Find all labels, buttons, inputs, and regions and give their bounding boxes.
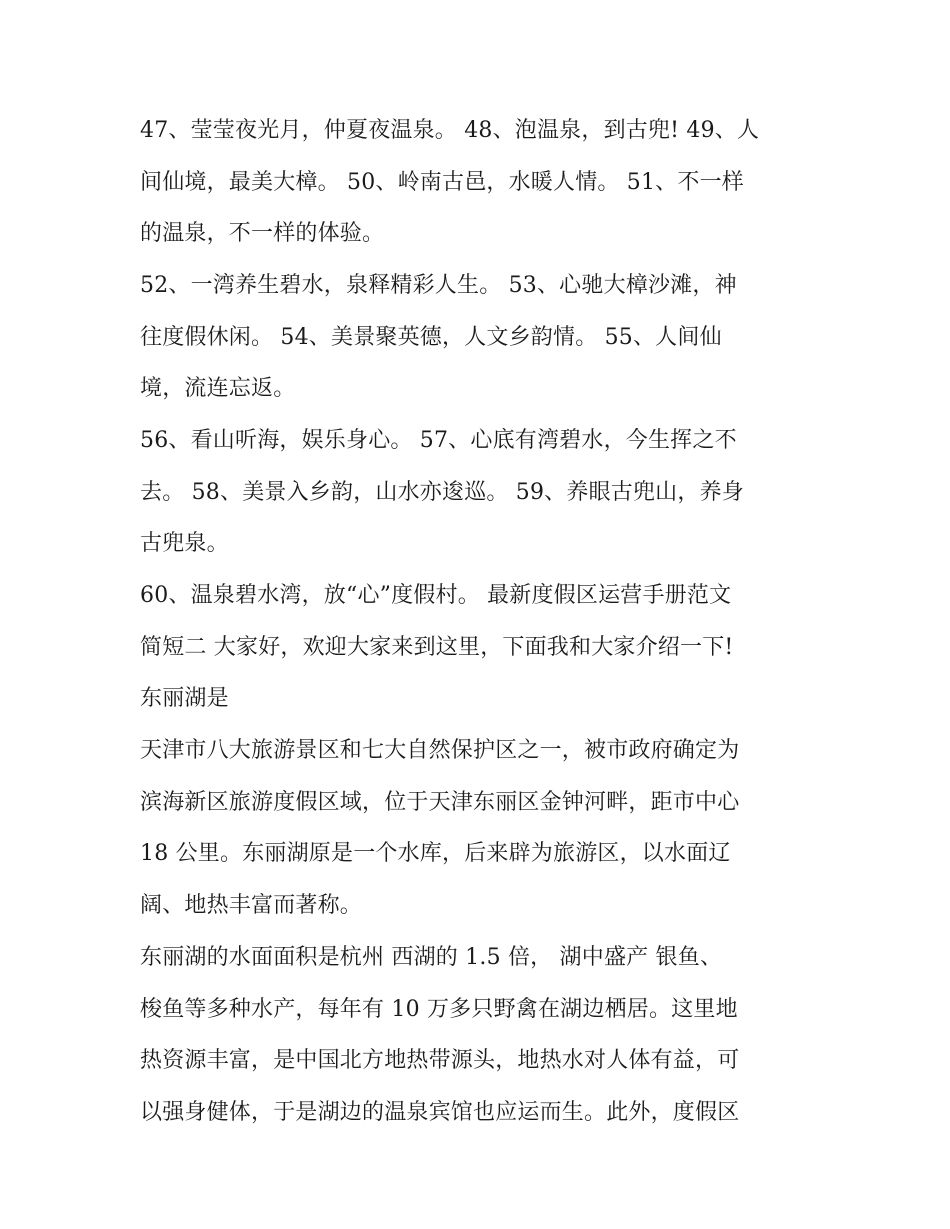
text-line: 滨海新区旅游度假区域，位于天津东丽区金钟河畔，距市中心 — [140, 789, 740, 815]
text-line: 18 公里。东丽湖原是一个水库，后来辟为旅游区，以水面辽 — [140, 841, 731, 867]
text-line: 简短二 大家好，欢迎大家来到这里，下面我和大家介绍一下! — [140, 634, 734, 660]
text-line: 56、看山听海，娱乐身心。 57、心底有湾碧水，今生挥之不 — [140, 427, 737, 453]
body-text — [140, 105, 820, 1139]
text-line: 间仙境，最美大樟。 50、岭南古邑，水暖人情。 51、不一样 — [140, 169, 744, 195]
text-line: 境，流连忘返。 — [140, 376, 296, 402]
text-line: 古兜泉。 — [140, 531, 229, 557]
text-line: 52、一湾养生碧水，泉释精彩人生。 53、心驰大樟沙滩，神 — [140, 272, 737, 298]
text-line: 往度假休闲。 54、美景聚英德，人文乡韵情。 55、人间仙 — [140, 324, 722, 350]
text-line: 去。 58、美景入乡韵，山水亦逡巡。 59、养眼古兜山，养身 — [140, 479, 744, 505]
text-line: 47、莹莹夜光月，仲夏夜温泉。 48、泡温泉，到古兜! 49、人 — [140, 117, 760, 143]
text-line: 60、温泉碧水湾，放“心”度假村。 最新度假区运营手册范文 — [140, 583, 732, 609]
text-line: 热资源丰富，是中国北方地热带源头，地热水对人体有益，可 — [140, 1048, 740, 1074]
text-line: 东丽湖是 — [140, 686, 229, 712]
text-line: 梭鱼等多种水产，每年有 10 万多只野禽在湖边栖居。这里地 — [140, 996, 738, 1022]
text-line: 以强身健体，于是湖边的温泉宾馆也应运而生。此外，度假区 — [140, 1099, 740, 1125]
text-line: 东丽湖的水面面积是杭州 西湖的 1.5 倍， 湖中盛产 银鱼、 — [140, 944, 723, 970]
text-line: 天津市八大旅游景区和七大自然保护区之一，被市政府确定为 — [140, 738, 740, 764]
text-line: 的温泉，不一样的体验。 — [140, 221, 385, 247]
text-line: 阔、地热丰富而著称。 — [140, 893, 363, 919]
